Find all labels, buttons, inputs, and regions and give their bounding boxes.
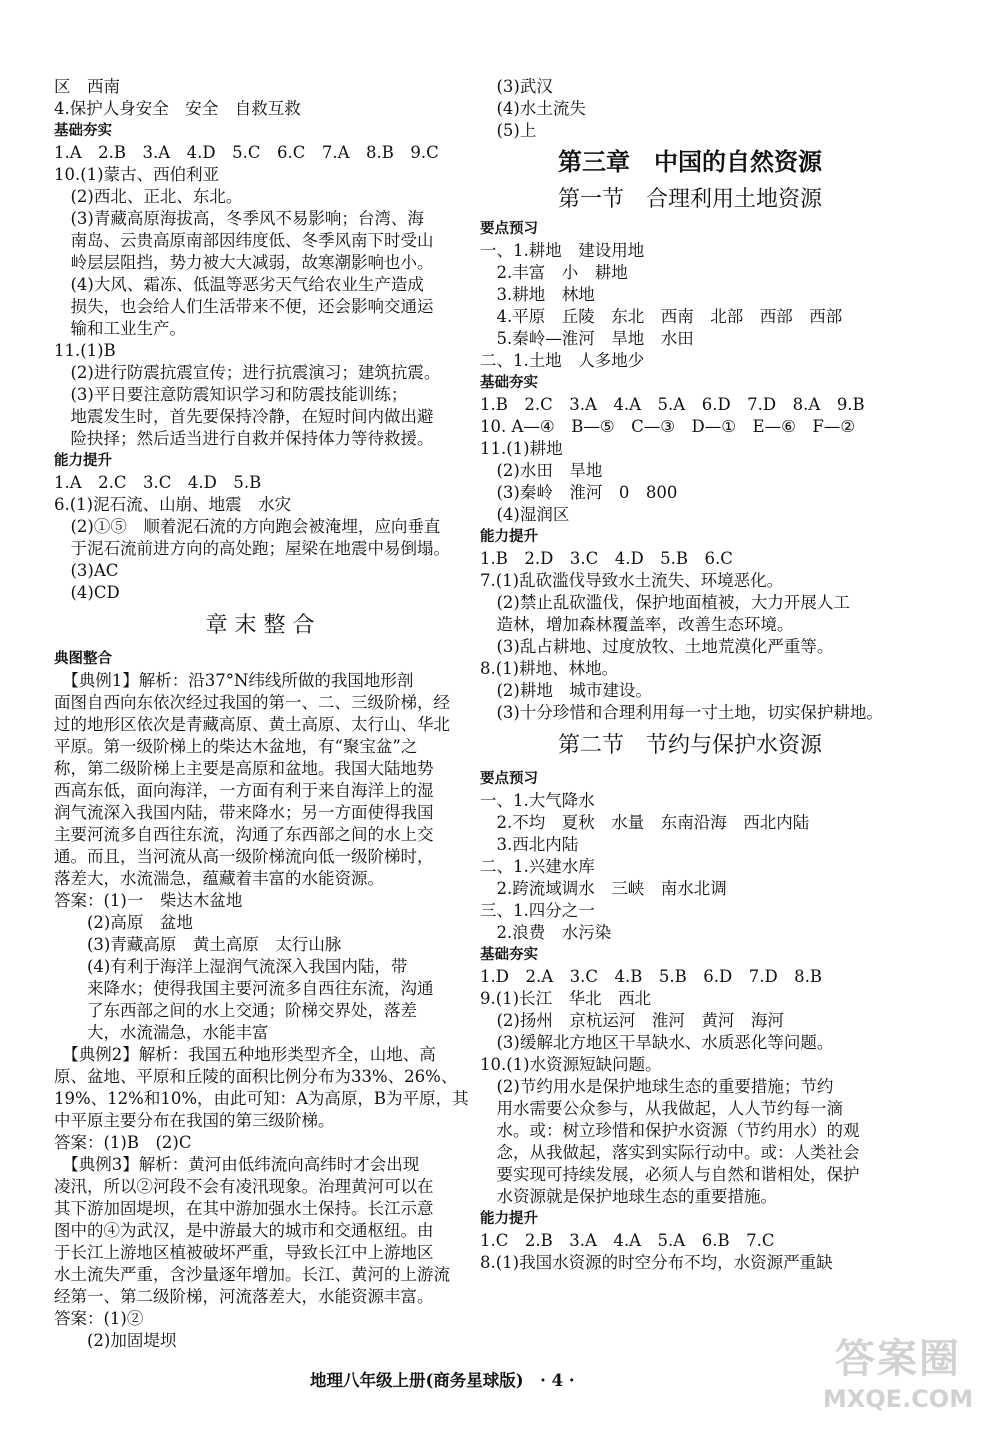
text-line: 5.秦岭—淮河 旱地 水田 [480,329,694,348]
chapter-title: 第三章 中国的自然资源 [558,148,822,176]
text-line: 损失，也会给人们生活带来不便，还会影响交通运 [54,297,434,316]
text-line: 于泥石流前进方向的高处跑；屋梁在地震中易倒塌。 [54,539,450,558]
text-line: 一、1.大气降水 [480,791,595,810]
text-line: (4)湿润区 [480,505,570,524]
text-line: 水土流失严重，含沙量逐年增加。长江、黄河的上游流 [54,1265,450,1284]
text-line: 1.D 2.A 3.C 4.B 5.B 6.D 7.D 8.B [480,967,823,986]
text-line: 一、1.耕地 建设用地 [480,241,645,260]
text-line: (5)上 [480,121,537,140]
section-title: 章 末 整 合 [205,613,315,638]
text-line: 过的地形区依次是青藏高原、黄土高原、太行山、华北 [54,715,450,734]
text-line: (2)耕地 城市建设。 [480,681,652,700]
text-line: 【典例1】解析：沿37°N纬线所做的我国地形剖 [54,671,414,690]
text-line: (4)有利于海洋上湿润气流深入我国内陆，带 [54,957,408,976]
text-line: 称，第二级阶梯上主要是高原和盆地。我国大陆地势 [54,759,434,778]
text-line: 11.(1)B [54,341,116,360]
text-line: (3)乱占耕地、过度放牧、土地荒漠化严重等。 [480,637,834,656]
text-line: 3.耕地 林地 [480,285,595,304]
text-line: 输和工业生产。 [54,319,186,338]
text-line: (3)秦岭 淮河 0 800 [480,483,678,502]
text-line: 7.(1)乱砍滥伐导致水土流失、环境恶化。 [480,571,784,590]
left-column [54,76,469,1352]
text-line: 3.西北内陆 [480,835,579,854]
section-heading: 典图整合 [54,651,112,667]
text-line: (4)水土流失 [480,99,586,118]
text-line: 8.(1)我国水资源的时空分布不均，水资源严重缺 [480,1253,833,1272]
text-line: 19%、12%和10%，由此可知：A为高原，B为平原，其 [54,1089,469,1108]
text-line: 南岛、云贵高原南部因纬度低、冬季风南下时受山 [54,231,434,250]
text-line: 1.B 2.D 3.C 4.D 5.B 6.C [480,549,733,568]
text-line: 二、1.土地 人多地少 [480,351,645,370]
text-line: 1.A 2.B 3.A 4.D 5.C 6.C 7.A 8.B 9.C [54,143,439,162]
text-line: 面图自西向东依次经过我国的第一、二、三级阶梯，经 [54,693,450,712]
text-line: (3)武汉 [480,77,553,96]
text-line: 8.(1)耕地、林地。 [480,659,619,678]
text-line: 主要河流多自西往东流，沟通了东西部之间的水上交 [54,825,434,844]
text-line: (2)西北、正北、东北。 [54,187,243,206]
text-line: 答案：(1)② [54,1309,144,1328]
text-line: (2)节约用水是保护地球生态的重要措施；节约 [480,1077,834,1096]
text-line: (2)扬州 京杭运河 淮河 黄河 海河 [480,1011,784,1030]
text-line: 其下游加固堤坝，在其中游加强水土保持。长江示意 [54,1199,434,1218]
text-line: 10.(1)蒙古、西伯利亚 [54,165,220,184]
text-line: 平原。第一级阶梯上的柴达木盆地，有“聚宝盆”之 [54,737,418,756]
section-title: 第一节 合理利用土地资源 [557,187,822,212]
section-heading: 能力提升 [480,1211,538,1227]
text-line: 1.C 2.B 3.A 4.A 5.A 6.B 7.C [480,1231,775,1250]
text-line: 2.跨流域调水 三峡 南水北调 [480,879,727,898]
text-line: 【典例2】解析：我国五种地形类型齐全，山地、高 [54,1045,436,1064]
text-line: (4)CD [54,583,120,602]
text-line: 要实现可持续发展，必须人与自然和谐相处，保护 [480,1165,860,1184]
section-title: 第二节 节约与保护水资源 [557,733,822,758]
section-heading: 要点预习 [480,221,538,237]
right-column [480,76,900,1274]
text-line: (4)大风、霜冻、低温等恶劣天气给农业生产造成 [54,275,424,294]
text-line: 大，水流湍急，水能丰富 [54,1023,269,1042]
text-line: (3)平日要注意防震知识学习和防震技能训练； [54,385,408,404]
text-line: (2)加固堤坝 [54,1331,177,1350]
text-line: 用水需要公众参与，从我做起，人人节约每一滴 [480,1099,843,1118]
text-line: (2)进行防震抗震宣传；进行抗震演习；建筑抗震。 [54,363,441,382]
text-line: 来降水；使得我国主要河流多自西往东流，沟通 [54,979,434,998]
text-line: 4.保护人身安全 安全 自救互救 [54,99,301,118]
text-line: 三、1.四分之一 [480,901,595,920]
section-heading: 能力提升 [54,453,112,469]
text-line: 水资源就是保护地球生态的重要措施。 [480,1187,777,1206]
text-line: (3)十分珍惜和合理利用每一寸土地，切实保护耕地。 [480,703,883,722]
page-footer: 地理八年级上册(商务星球版) · 4 · [310,1371,575,1390]
watermark-logo [818,1334,978,1420]
text-line: 图中的④为武汉，是中游最大的城市和交通枢纽。由 [54,1221,434,1240]
text-line: 了东西部之间的水上交通；阶梯交界处，落差 [54,1001,417,1020]
text-line: 答案：(1)B (2)C [54,1133,192,1152]
text-line: 经第一、第二级阶梯，河流落差大，水能资源丰富。 [54,1287,434,1306]
text-line: 答案：(1)一 柴达木盆地 [54,891,243,910]
text-line: (2)水田 旱地 [480,461,603,480]
section-heading: 基础夯实 [54,123,112,139]
text-line: 险抉择；然后适当进行自救并保持体力等待救援。 [54,429,434,448]
text-line: 念，从我做起，落实到实际行动中。或：人类社会 [480,1143,860,1162]
text-line: (3)缓解北方地区干旱缺水、水质恶化等问题。 [480,1033,834,1052]
text-line: (2)①⑤ 顺着泥石流的方向跑会被淹埋，应向垂直 [54,517,441,536]
text-line: 西高东低，面向海洋，一方面有利于来自海洋上的湿 [54,781,434,800]
text-line: 1.B 2.C 3.A 4.A 5.A 6.D 7.D 8.A 9.B [480,395,865,414]
watermark-mark: 答案圈 [835,1336,961,1382]
text-line: 中平原主要分布在我国的第三级阶梯。 [54,1111,335,1130]
text-line: 原、盆地、平原和丘陵的面积比例分布为33%、26%、 [54,1067,458,1086]
section-heading: 基础夯实 [480,375,538,391]
text-line: 9.(1)长江 华北 西北 [480,989,652,1008]
text-line: 6.(1)泥石流、山崩、地震 水灾 [54,495,292,514]
text-line: (3)青藏高原 黄土高原 太行山脉 [54,935,342,954]
text-line: 润气流深入我国内陆，带来降水；另一方面使得我国 [54,803,434,822]
text-line: 造林，增加森林覆盖率，改善生态环境。 [480,615,794,634]
watermark-url: MXQE.COM [822,1385,974,1413]
text-line: (2)高原 盆地 [54,913,193,932]
section-heading: 能力提升 [480,529,538,545]
text-line: 11.(1)耕地 [480,439,563,458]
text-line: 1.A 2.C 3.C 4.D 5.B [54,473,262,492]
text-line: 2.丰富 小 耕地 [480,263,628,282]
text-line: 凌汛，所以②河段不会有凌汛现象。治理黄河可以在 [54,1177,434,1196]
text-line: 10.(1)水资源短缺问题。 [480,1055,662,1074]
section-heading: 基础夯实 [480,947,538,963]
text-line: 于长江上游地区植被破坏严重，导致长江中上游地区 [54,1243,434,1262]
text-line: (2)禁止乱砍滥伐，保护地面植被，大力开展人工 [480,593,850,612]
text-line: 通。而且，当河流从高一级阶梯流向低一级阶梯时， [54,847,434,866]
text-line: 10. A—④ B—⑤ C—③ D—① E—⑥ F—② [480,417,856,436]
text-line: 2.不均 夏秋 水量 东南沿海 西北内陆 [480,813,810,832]
text-line: 二、1.兴建水库 [480,857,595,876]
text-line: 水。或：树立珍惜和保护水资源（节约用水）的观 [480,1121,860,1140]
text-line: 岭层层阻挡，势力被大大减弱，故寒潮影响也小。 [54,253,434,272]
text-line: 2.浪费 水污染 [480,923,612,942]
text-line: 落差大，水流湍急，蕴藏着丰富的水能资源。 [54,869,384,888]
text-line: 4.平原 丘陵 东北 西南 北部 西部 西部 [480,307,843,326]
text-line: 地震发生时，首先要保持冷静，在短时间内做出避 [54,407,434,426]
section-heading: 要点预习 [480,771,538,787]
text-line: (3)AC [54,561,119,580]
text-line: 区 西南 [54,77,120,96]
text-line: 【典例3】解析：黄河由低纬流向高纬时才会出现 [54,1155,420,1174]
text-line: (3)青藏高原海拔高，冬季风不易影响；台湾、海 [54,209,424,228]
